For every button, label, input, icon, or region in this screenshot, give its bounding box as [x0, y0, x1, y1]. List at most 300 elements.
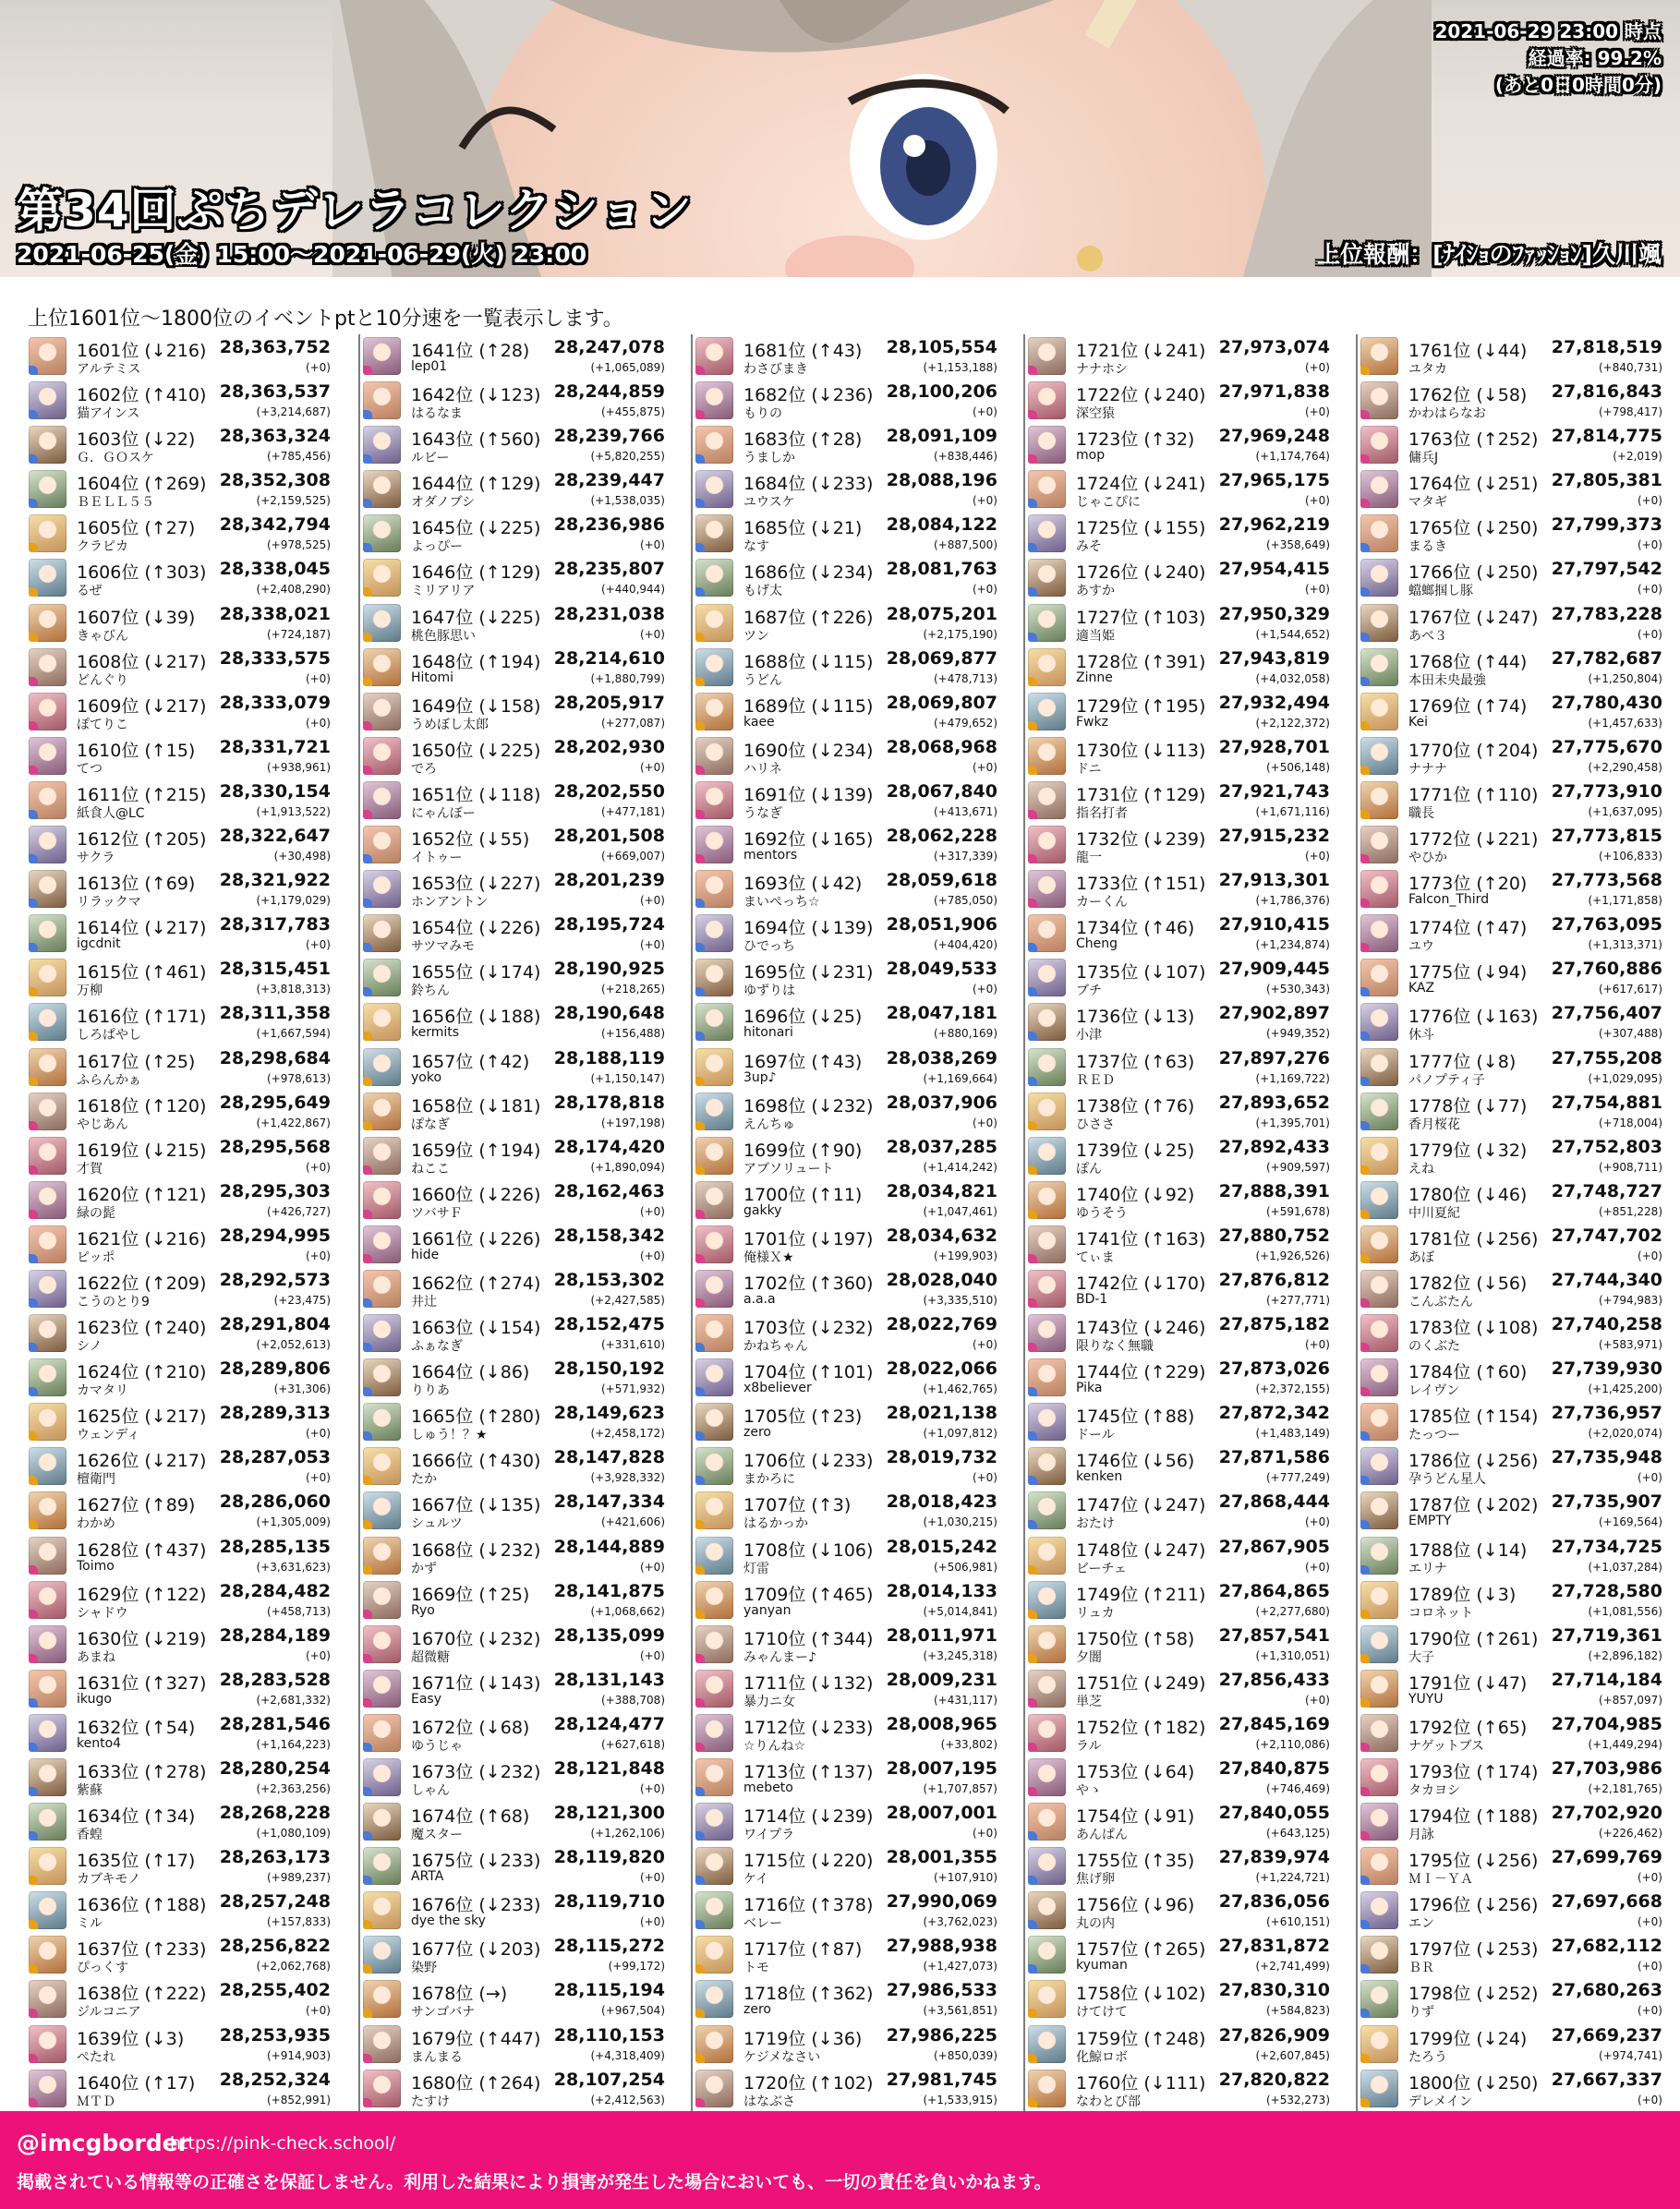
ranking-column [1023, 334, 1336, 2111]
ranking-row [1358, 1045, 1668, 1090]
event-points: 27,755,208 [1551, 1047, 1662, 1068]
rank-label: 1676位 (↓233) [411, 1895, 541, 1916]
event-points: 27,876,812 [1218, 1269, 1330, 1290]
producer-name: Ryo [411, 1602, 435, 1618]
card-thumbnail [695, 1314, 733, 1352]
event-points: 27,840,875 [1218, 1758, 1330, 1779]
ten-minute-speed: (+0) [972, 1827, 997, 1841]
card-thumbnail [695, 781, 733, 819]
ten-minute-speed: (+978,525) [266, 538, 331, 552]
rank-label: 1699位 (↑90) [743, 1140, 863, 1161]
rank-label: 1759位 (↑248) [1076, 2028, 1206, 2049]
producer-name: ＢＲ [1408, 1961, 1434, 1976]
event-points: 28,088,196 [886, 470, 997, 491]
card-thumbnail [1028, 781, 1066, 819]
ranking-row [1358, 911, 1668, 956]
ten-minute-speed: (+718,004) [1598, 1116, 1662, 1129]
rank-label: 1731位 (↑129) [1076, 784, 1206, 805]
rank-label: 1749位 (↑211) [1076, 1584, 1206, 1605]
producer-name: サクラ [77, 851, 115, 866]
card-thumbnail [1028, 1847, 1066, 1885]
ranking-row [1025, 1267, 1336, 1311]
card-thumbnail [29, 1625, 66, 1663]
ten-minute-speed: (+0) [1637, 627, 1662, 641]
ranking-row [26, 1000, 336, 1044]
ten-minute-speed: (+1,169,722) [1255, 1071, 1330, 1085]
card-thumbnail [29, 1048, 66, 1086]
rank-label: 1776位 (↓163) [1408, 1007, 1539, 1028]
event-points: 27,913,301 [1218, 870, 1330, 891]
producer-name: しゃん [411, 1783, 450, 1798]
rank-label: 1767位 (↓247) [1408, 607, 1539, 628]
ten-minute-speed: (+669,007) [600, 850, 665, 863]
event-points: 28,195,724 [553, 914, 665, 936]
card-thumbnail [363, 1003, 401, 1041]
ten-minute-speed: (+1,926,526) [1255, 1249, 1330, 1262]
rank-label: 1610位 (↑15) [77, 740, 196, 761]
ranking-row [26, 867, 336, 911]
rank-label: 1711位 (↓132) [743, 1672, 874, 1694]
ten-minute-speed: (+1,080,109) [256, 1827, 331, 1841]
event-points: 27,943,819 [1218, 647, 1330, 669]
rank-label: 1634位 (↑34) [77, 1806, 196, 1828]
event-points: 27,669,237 [1551, 2024, 1662, 2046]
producer-name: てぃま [1076, 1249, 1115, 1265]
producer-name: 蟷螂掴し豚 [1408, 584, 1473, 599]
ranking-row [1358, 1933, 1668, 1977]
producer-name: イトゥー [411, 851, 463, 866]
card-thumbnail [695, 1537, 733, 1575]
event-period: 2021-06-25(金) 15:00～2021-06-29(火) 23:00 [17, 241, 587, 268]
card-thumbnail [363, 514, 401, 552]
event-points: 27,864,865 [1218, 1580, 1330, 1601]
card-thumbnail [1028, 337, 1066, 375]
card-thumbnail [363, 1314, 401, 1352]
ten-minute-speed: (+4,032,058) [1255, 671, 1330, 685]
ranking-row [1025, 1667, 1336, 1711]
ranking-row [1025, 1444, 1336, 1489]
ranking-row [360, 956, 671, 1000]
ranking-row [360, 1756, 671, 1800]
ranking-row [360, 1311, 671, 1356]
rank-label: 1740位 (↓92) [1076, 1184, 1195, 1205]
producer-name: たか [411, 1472, 437, 1488]
rank-label: 1751位 (↓249) [1076, 1672, 1206, 1694]
producer-name: Zinne [1076, 670, 1113, 685]
event-points: 27,897,276 [1218, 1047, 1330, 1068]
ten-minute-speed: (+455,875) [600, 405, 665, 419]
event-points: 27,782,687 [1551, 647, 1662, 669]
ranking-row [26, 779, 336, 823]
producer-name: Falcon_Third [1408, 892, 1490, 908]
producer-name: ぴっくす [77, 1961, 128, 1976]
rank-label: 1763位 (↑252) [1408, 429, 1539, 451]
rank-label: 1640位 (↑17) [77, 2072, 196, 2094]
event-points: 27,752,803 [1551, 1136, 1662, 1157]
ten-minute-speed: (+2,181,765) [1588, 1782, 1662, 1795]
rank-label: 1655位 (↓174) [411, 962, 541, 984]
card-thumbnail [29, 1891, 66, 1929]
card-thumbnail [363, 1225, 401, 1263]
event-points: 27,873,026 [1218, 1358, 1330, 1380]
producer-name: lep01 [411, 359, 448, 374]
event-points: 27,754,881 [1551, 1092, 1662, 1113]
card-thumbnail [29, 470, 66, 508]
card-thumbnail [1360, 1980, 1398, 2018]
card-thumbnail [695, 1358, 733, 1396]
producer-name: ぺたれ [77, 2049, 115, 2065]
ranking-row [1025, 423, 1336, 467]
ten-minute-speed: (+506,148) [1265, 760, 1330, 774]
ranking-row [360, 1844, 671, 1889]
event-points: 27,818,519 [1551, 337, 1662, 357]
rank-label: 1784位 (↑60) [1408, 1362, 1528, 1383]
card-thumbnail [1028, 693, 1066, 730]
event-points: 27,954,415 [1218, 559, 1330, 580]
ten-minute-speed: (+2,277,680) [1255, 1604, 1330, 1618]
rank-label: 1688位 (↓115) [743, 651, 874, 672]
ten-minute-speed: (+1,081,556) [1588, 1604, 1662, 1618]
producer-name: 傭兵J [1408, 451, 1439, 466]
card-thumbnail [1360, 1537, 1398, 1575]
producer-name: もりの [743, 406, 782, 422]
producer-name: うなぎ [743, 805, 782, 821]
producer-name: dye the sky [411, 1913, 486, 1929]
ten-minute-speed: (+0) [305, 938, 331, 952]
event-points: 28,205,917 [553, 692, 665, 713]
rank-label: 1741位 (↑163) [1076, 1228, 1206, 1249]
producer-name: 井辻 [411, 1294, 437, 1310]
ten-minute-speed: (+307,488) [1598, 1027, 1662, 1041]
ranking-row [360, 1667, 671, 1711]
ranking-row [1025, 379, 1336, 423]
event-points: 28,162,463 [553, 1180, 665, 1201]
card-thumbnail [695, 1891, 733, 1929]
rank-label: 1678位 (→) [411, 1984, 508, 2005]
card-thumbnail [363, 1980, 401, 2018]
ten-minute-speed: (+0) [1637, 583, 1662, 597]
rank-label: 1695位 (↓231) [743, 962, 874, 984]
rank-label: 1706位 (↓233) [743, 1451, 874, 1472]
producer-name: じゃこぴに [1076, 495, 1141, 511]
ten-minute-speed: (+785,456) [266, 450, 331, 464]
producer-name: 猫アインス [77, 406, 140, 422]
ranking-row [26, 1267, 336, 1311]
ten-minute-speed: (+0) [1304, 1693, 1330, 1707]
producer-name: あまね [77, 1649, 115, 1665]
ranking-row [693, 334, 1003, 379]
card-thumbnail [695, 2070, 733, 2107]
event-points: 28,018,423 [886, 1491, 997, 1513]
rank-label: 1765位 (↓250) [1408, 518, 1539, 539]
card-thumbnail [1360, 959, 1398, 996]
event-points: 27,836,056 [1218, 1891, 1330, 1913]
ranking-row [693, 1711, 1003, 1756]
ranking-row [1025, 690, 1336, 734]
ten-minute-speed: (+0) [639, 627, 665, 641]
ten-minute-speed: (+0) [972, 494, 997, 508]
producer-name: たっつー [1408, 1428, 1460, 1443]
rank-label: 1682位 (↓236) [743, 385, 874, 406]
rank-label: 1621位 (↓216) [77, 1228, 207, 1249]
ten-minute-speed: (+2,175,190) [923, 627, 997, 641]
event-points: 27,680,263 [1551, 1980, 1662, 2001]
event-points: 27,734,725 [1551, 1536, 1662, 1557]
producer-name: きゃびん [77, 628, 128, 644]
card-thumbnail [29, 914, 66, 952]
event-points: 27,973,074 [1218, 337, 1330, 357]
producer-name: 超微糖 [411, 1649, 450, 1665]
producer-name: あぼ [1408, 1249, 1434, 1265]
rank-label: 1662位 (↑274) [411, 1273, 541, 1294]
card-thumbnail [1360, 1491, 1398, 1529]
event-points: 27,783,228 [1551, 603, 1662, 624]
producer-name: 丸の内 [1076, 1916, 1115, 1932]
card-thumbnail [29, 1403, 66, 1441]
card-thumbnail [1360, 1447, 1398, 1485]
rank-label: 1632位 (↑54) [77, 1717, 196, 1738]
card-thumbnail [1028, 1048, 1066, 1086]
rank-label: 1667位 (↓135) [411, 1495, 541, 1516]
rank-label: 1654位 (↓226) [411, 918, 541, 939]
ten-minute-speed: (+277,771) [1265, 1293, 1330, 1307]
ranking-row [1358, 956, 1668, 1000]
ten-minute-speed: (+2,741,499) [1255, 1960, 1330, 1974]
event-points: 28,298,684 [219, 1047, 331, 1068]
producer-name: あすか [1076, 584, 1115, 599]
card-thumbnail [1028, 1758, 1066, 1796]
event-points: 28,147,828 [553, 1447, 665, 1468]
ranking-row [1025, 1800, 1336, 1844]
ranking-row [1358, 1223, 1668, 1267]
producer-name: 休斗 [1408, 1028, 1434, 1044]
producer-name: ぽてりこ [77, 717, 128, 732]
event-points: 28,363,752 [219, 337, 331, 357]
producer-name: 指名打者 [1076, 805, 1128, 821]
producer-name: アルテミス [77, 362, 141, 377]
rank-label: 1620位 (↑121) [77, 1184, 207, 1205]
event-points: 28,147,334 [553, 1491, 665, 1513]
event-points: 28,263,173 [219, 1847, 331, 1868]
ten-minute-speed: (+1,310,051) [1255, 1648, 1330, 1662]
rank-label: 1715位 (↓220) [743, 1851, 874, 1872]
rank-label: 1614位 (↓217) [77, 918, 207, 939]
ten-minute-speed: (+0) [1637, 1471, 1662, 1485]
ranking-row [693, 1578, 1003, 1623]
ranking-row [1025, 512, 1336, 556]
ten-minute-speed: (+949,352) [1265, 1027, 1330, 1041]
ranking-row [1025, 2067, 1336, 2111]
ten-minute-speed: (+967,504) [600, 2004, 665, 2018]
rank-label: 1677位 (↓203) [411, 1939, 541, 1961]
ranking-row [26, 467, 336, 512]
card-thumbnail [1028, 1225, 1066, 1263]
card-thumbnail [363, 1270, 401, 1308]
producer-name: 3up♪ [743, 1069, 777, 1085]
ten-minute-speed: (+156,488) [600, 1027, 665, 1041]
producer-name: ユタカ [1408, 362, 1447, 377]
event-title: 第34回ぷちデレラコレクション [17, 184, 693, 237]
card-thumbnail [1360, 1936, 1398, 1974]
ten-minute-speed: (+3,631,623) [256, 1560, 331, 1574]
ten-minute-speed: (+1,538,035) [590, 494, 665, 508]
producer-name: コロネット [1408, 1605, 1473, 1621]
producer-name: zero [743, 1425, 771, 1441]
rank-label: 1641位 (↑28) [411, 341, 530, 361]
producer-name: シュルツ [411, 1516, 463, 1532]
ranking-row [693, 1000, 1003, 1044]
rank-label: 1783位 (↓108) [1408, 1318, 1539, 1339]
card-thumbnail [29, 604, 66, 642]
producer-name: 龍一 [1076, 851, 1102, 866]
producer-name: ナナナ [1408, 761, 1447, 777]
event-points: 28,284,189 [219, 1624, 331, 1646]
event-points: 28,342,794 [219, 514, 331, 536]
rank-label: 1730位 (↓113) [1076, 740, 1206, 761]
rank-label: 1793位 (↑174) [1408, 1762, 1539, 1782]
ten-minute-speed: (+1,150,147) [590, 1071, 665, 1085]
event-points: 28,037,906 [886, 1092, 997, 1113]
card-thumbnail [363, 1758, 401, 1796]
producer-name: 限りなく無職 [1076, 1339, 1154, 1355]
ranking-row [1358, 867, 1668, 911]
rank-label: 1624位 (↑210) [77, 1362, 207, 1383]
rank-label: 1643位 (↑560) [411, 429, 541, 451]
card-thumbnail [29, 1758, 66, 1796]
rank-label: 1642位 (↓123) [411, 385, 541, 406]
producer-name: Ｇ．ＧＯスケ [77, 451, 154, 466]
ranking-row [1358, 601, 1668, 646]
rank-label: 1661位 (↓226) [411, 1228, 541, 1249]
ten-minute-speed: (+1,250,804) [1588, 671, 1662, 685]
rank-label: 1795位 (↓256) [1408, 1851, 1539, 1872]
ranking-row [1025, 1534, 1336, 1578]
card-thumbnail [29, 426, 66, 464]
card-thumbnail [1360, 1092, 1398, 1130]
producer-name: かず [411, 1561, 437, 1576]
producer-name: kyuman [1076, 1958, 1128, 1974]
event-points: 28,284,482 [219, 1580, 331, 1601]
card-thumbnail [1360, 1181, 1398, 1219]
event-points: 27,756,407 [1551, 1003, 1662, 1024]
ranking-row [360, 1090, 671, 1134]
ranking-row [693, 1134, 1003, 1178]
ranking-row [1025, 1844, 1336, 1889]
rank-label: 1782位 (↓56) [1408, 1273, 1528, 1294]
ranking-column [358, 334, 671, 2111]
card-thumbnail [1028, 1625, 1066, 1663]
event-points: 27,814,775 [1551, 426, 1662, 447]
event-banner [0, 0, 1680, 277]
event-points: 28,049,533 [886, 959, 997, 980]
event-points: 28,333,575 [219, 647, 331, 669]
ten-minute-speed: (+887,500) [933, 538, 997, 552]
event-points: 27,868,444 [1218, 1491, 1330, 1513]
event-points: 27,921,743 [1218, 780, 1330, 802]
ranking-row [693, 1800, 1003, 1844]
ranking-row [360, 690, 671, 734]
event-points: 28,311,358 [219, 1003, 331, 1024]
ranking-row [360, 1889, 671, 1933]
producer-name: ＭＩ－ＹＡ [1408, 1872, 1473, 1888]
event-points: 28,253,935 [219, 2024, 331, 2046]
site-url-link[interactable]: https://pink-check.school/ [170, 2133, 396, 2154]
ten-minute-speed: (+218,265) [600, 983, 665, 996]
card-thumbnail [695, 1181, 733, 1219]
ranking-row [693, 467, 1003, 512]
rank-label: 1701位 (↓197) [743, 1228, 874, 1249]
rank-label: 1752位 (↑182) [1076, 1717, 1206, 1738]
producer-name: エリナ [1408, 1561, 1447, 1576]
producer-name: しゅう！？★ [411, 1428, 488, 1443]
event-points: 27,748,727 [1551, 1180, 1662, 1201]
ten-minute-speed: (+4,318,409) [590, 2048, 665, 2062]
event-points: 28,283,528 [219, 1669, 331, 1690]
card-thumbnail [1360, 1625, 1398, 1663]
top-reward: 上位報酬：[ﾅｲｼｮのﾌｧｯｼｮﾝ]久川颯 [1317, 241, 1662, 268]
event-points: 28,178,818 [553, 1092, 665, 1113]
rank-label: 1714位 (↓239) [743, 1806, 874, 1828]
ranking-row [26, 379, 336, 423]
producer-name: リラックマ [77, 895, 141, 911]
event-points: 28,330,154 [219, 780, 331, 802]
card-thumbnail [1360, 1758, 1398, 1796]
event-points: 27,875,182 [1218, 1314, 1330, 1335]
event-points: 27,780,430 [1551, 692, 1662, 713]
ten-minute-speed: (+99,172) [608, 1960, 665, 1974]
ranking-row [26, 956, 336, 1000]
card-thumbnail [695, 1581, 733, 1619]
card-thumbnail [1360, 381, 1398, 419]
card-thumbnail [1360, 2070, 1398, 2107]
ten-minute-speed: (+1,305,009) [256, 1515, 331, 1529]
event-points: 27,839,974 [1218, 1847, 1330, 1868]
ten-minute-speed: (+978,613) [266, 1071, 331, 1085]
ten-minute-speed: (+798,417) [1598, 405, 1662, 419]
rank-label: 1790位 (↑261) [1408, 1628, 1539, 1649]
ranking-row [693, 1667, 1003, 1711]
rank-label: 1685位 (↓21) [743, 518, 863, 539]
ten-minute-speed: (+33,802) [940, 1737, 997, 1751]
ranking-row [693, 1534, 1003, 1578]
rank-label: 1627位 (↑89) [77, 1495, 196, 1516]
producer-name: kermits [411, 1025, 460, 1041]
ranking-row [1358, 1400, 1668, 1444]
producer-name: おたけ [1076, 1516, 1115, 1532]
producer-name: 鈴ちん [411, 984, 450, 999]
ranking-row [26, 1134, 336, 1178]
rank-label: 1658位 (↓181) [411, 1095, 541, 1117]
ten-minute-speed: (+2,412,563) [590, 2093, 665, 2106]
card-thumbnail [1360, 1803, 1398, 1841]
ten-minute-speed: (+0) [1304, 1560, 1330, 1574]
event-points: 28,007,001 [886, 1803, 997, 1824]
rank-label: 1705位 (↑23) [743, 1406, 863, 1428]
card-thumbnail [1028, 826, 1066, 863]
rank-label: 1637位 (↑233) [77, 1939, 207, 1961]
producer-name: 孕うどん星人 [1408, 1472, 1486, 1488]
rank-label: 1691位 (↓139) [743, 784, 874, 805]
rank-label: 1716位 (↑378) [743, 1895, 874, 1916]
producer-name: BD-1 [1076, 1291, 1108, 1307]
card-thumbnail [695, 826, 733, 863]
ranking-row [1358, 1534, 1668, 1578]
event-points: 27,704,985 [1551, 1713, 1662, 1734]
ranking-column [1356, 334, 1668, 2111]
rank-label: 1724位 (↓241) [1076, 474, 1206, 495]
rank-label: 1625位 (↓217) [77, 1406, 207, 1428]
twitter-handle-link[interactable]: @imcgborder [17, 2130, 189, 2156]
